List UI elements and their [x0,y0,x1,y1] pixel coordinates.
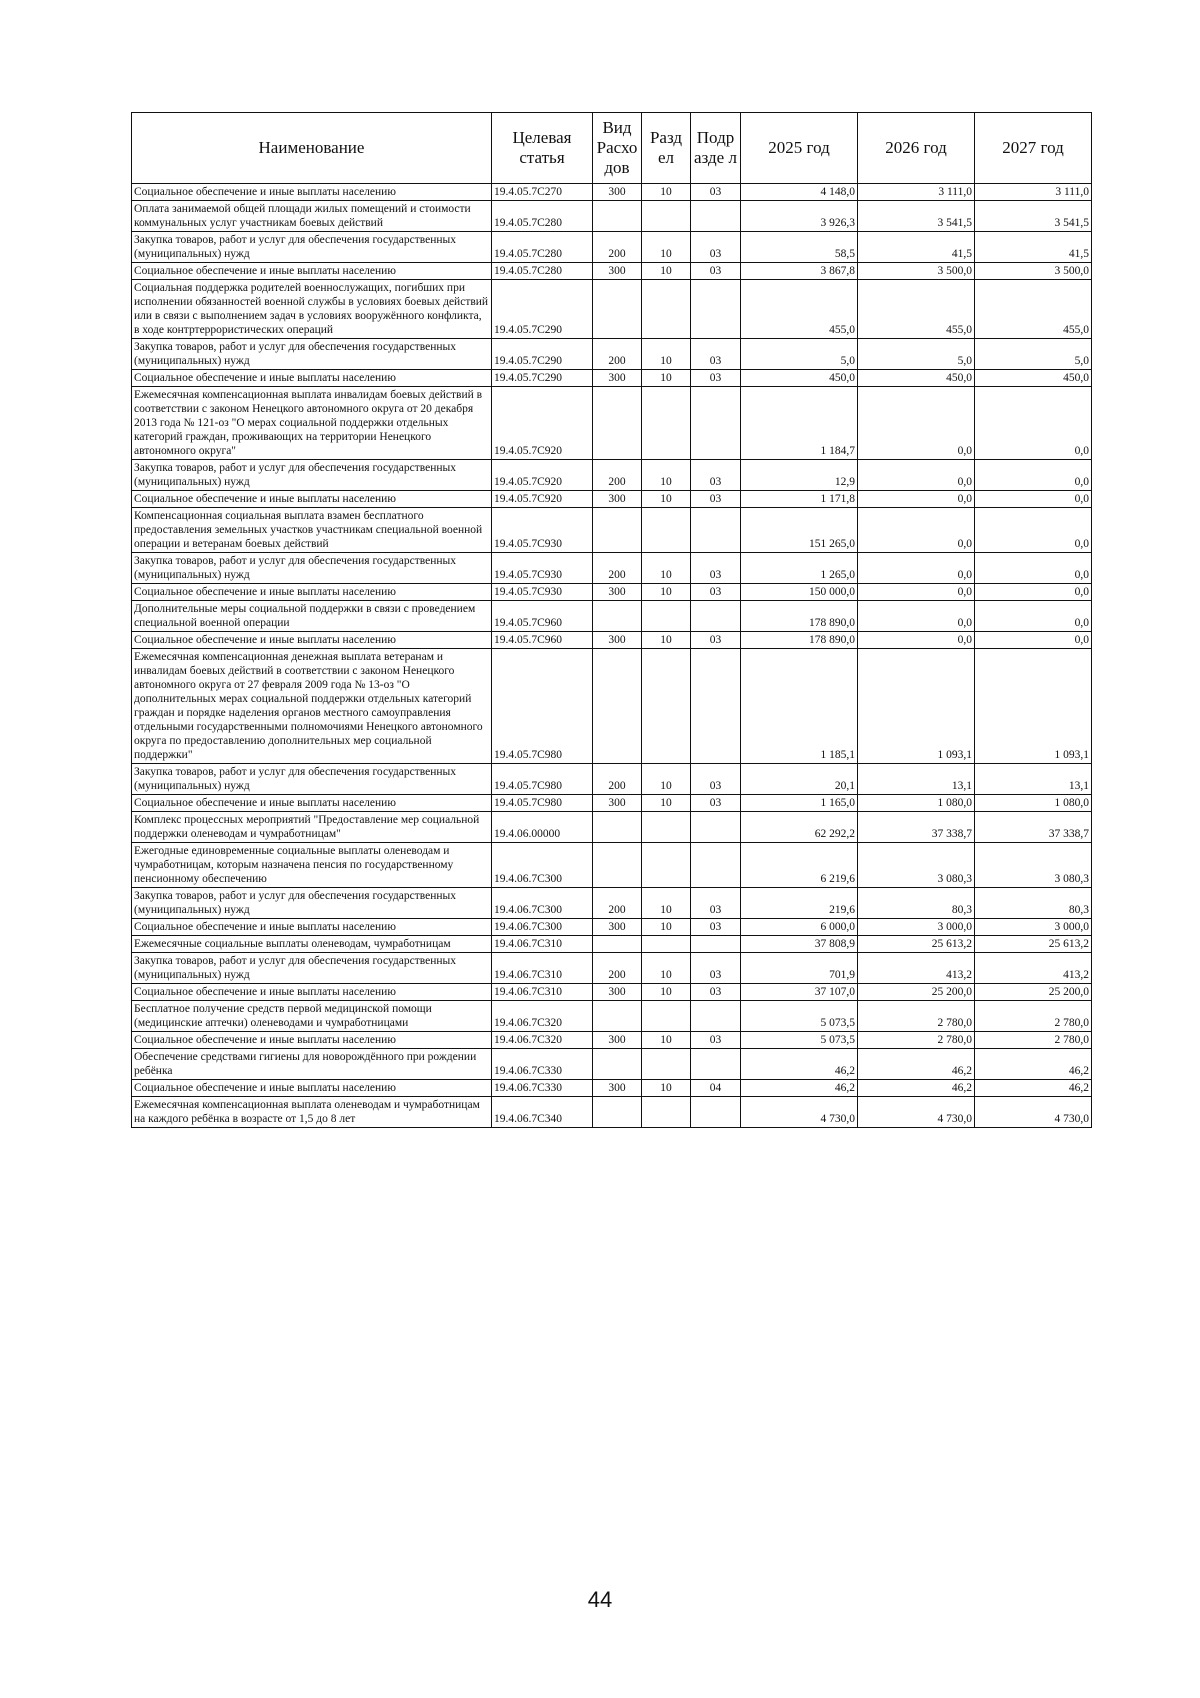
cell-subsection [691,843,741,888]
cell-amount-2027: 3 111,0 [975,184,1092,201]
cell-subsection: 03 [691,184,741,201]
cell-name: Закупка товаров, работ и услуг для обеспечения государственных (муниципальных) нужд [132,764,492,795]
table-row [132,339,1092,370]
cell-amount-2026: 0,0 [858,601,975,632]
cell-name: Закупка товаров, работ и услуг для обеспечения государственных (муниципальных) нужд [132,339,492,370]
cell-section: 10 [642,263,691,280]
cell-expense-type: 200 [593,232,642,263]
cell-amount-2026: 4 730,0 [858,1097,975,1128]
cell-section: 10 [642,370,691,387]
cell-amount-2027: 0,0 [975,508,1092,553]
table-row [132,795,1092,812]
cell-section: 10 [642,184,691,201]
cell-name: Комплекс процессных мероприятий "Предоставление мер социальной поддержки оленеводам и чумработницам" [132,812,492,843]
cell-subsection: 03 [691,491,741,508]
table-row [132,232,1092,263]
table-row [132,936,1092,953]
cell-amount-2025: 1 165,0 [741,795,858,812]
cell-amount-2026: 25 200,0 [858,984,975,1001]
cell-expense-type: 300 [593,491,642,508]
cell-subsection: 03 [691,584,741,601]
cell-section: 10 [642,1032,691,1049]
cell-target-article: 19.4.05.7С960 [492,601,593,632]
cell-subsection [691,936,741,953]
cell-subsection: 03 [691,919,741,936]
cell-name: Бесплатное получение средств первой медицинской помощи (медицинские аптечки) оленеводами и чумработницами [132,1001,492,1032]
cell-amount-2025: 37 808,9 [741,936,858,953]
header-target-article: Целевая статья [492,113,593,184]
cell-expense-type: 300 [593,984,642,1001]
cell-name: Оплата занимаемой общей площади жилых помещений и стоимости коммунальных услуг участникам боевых действий [132,201,492,232]
cell-section: 10 [642,984,691,1001]
cell-section: 10 [642,232,691,263]
cell-section [642,812,691,843]
cell-amount-2026: 3 111,0 [858,184,975,201]
cell-section [642,1097,691,1128]
table-row [132,201,1092,232]
cell-amount-2025: 37 107,0 [741,984,858,1001]
cell-name: Социальное обеспечение и иные выплаты населению [132,632,492,649]
cell-target-article: 19.4.05.7С930 [492,508,593,553]
cell-amount-2027: 46,2 [975,1080,1092,1097]
cell-target-article: 19.4.06.7С310 [492,936,593,953]
header-year-2025: 2025 год [741,113,858,184]
cell-amount-2025: 219,6 [741,888,858,919]
cell-subsection: 03 [691,888,741,919]
cell-name: Закупка товаров, работ и услуг для обеспечения государственных (муниципальных) нужд [132,953,492,984]
cell-amount-2025: 150 000,0 [741,584,858,601]
table-row [132,553,1092,584]
cell-name: Социальное обеспечение и иные выплаты населению [132,795,492,812]
cell-amount-2027: 1 080,0 [975,795,1092,812]
cell-section: 10 [642,491,691,508]
header-section: Разд ел [642,113,691,184]
cell-subsection: 03 [691,232,741,263]
cell-name: Закупка товаров, работ и услуг для обеспечения государственных (муниципальных) нужд [132,232,492,263]
cell-target-article: 19.4.05.7С290 [492,339,593,370]
cell-name: Ежегодные единовременные социальные выплаты оленеводам и чумработницам, которым назначена пенсия по государственному пенсионному обеспечению [132,843,492,888]
cell-section [642,649,691,764]
cell-section [642,843,691,888]
table-row [132,584,1092,601]
cell-name: Дополнительные меры социальной поддержки в связи с проведением специальной военной операции [132,601,492,632]
cell-subsection: 03 [691,953,741,984]
budget-table [131,112,1092,1128]
cell-amount-2026: 2 780,0 [858,1001,975,1032]
cell-name: Социальное обеспечение и иные выплаты населению [132,370,492,387]
cell-amount-2025: 4 730,0 [741,1097,858,1128]
table-row [132,1080,1092,1097]
cell-expense-type: 300 [593,1032,642,1049]
header-year-2026: 2026 год [858,113,975,184]
cell-target-article: 19.4.05.7С930 [492,584,593,601]
cell-amount-2026: 25 613,2 [858,936,975,953]
table-row [132,888,1092,919]
cell-amount-2026: 2 780,0 [858,1032,975,1049]
cell-section [642,601,691,632]
table-header-row [132,113,1092,184]
cell-subsection [691,1001,741,1032]
cell-amount-2026: 13,1 [858,764,975,795]
cell-amount-2025: 455,0 [741,280,858,339]
cell-expense-type: 300 [593,584,642,601]
cell-amount-2025: 5,0 [741,339,858,370]
cell-section: 10 [642,553,691,584]
cell-amount-2026: 37 338,7 [858,812,975,843]
cell-expense-type: 300 [593,919,642,936]
cell-target-article: 19.4.06.7С300 [492,888,593,919]
cell-subsection: 03 [691,764,741,795]
cell-name: Социальное обеспечение и иные выплаты населению [132,919,492,936]
cell-target-article: 19.4.06.7С340 [492,1097,593,1128]
cell-target-article: 19.4.05.7С920 [492,491,593,508]
cell-subsection: 03 [691,263,741,280]
cell-amount-2026: 3 541,5 [858,201,975,232]
cell-expense-type: 200 [593,888,642,919]
cell-target-article: 19.4.06.7С330 [492,1049,593,1080]
budget-table-container [131,112,1091,1128]
cell-amount-2025: 20,1 [741,764,858,795]
table-row [132,184,1092,201]
header-subsection: Подр азде л [691,113,741,184]
table-row [132,1049,1092,1080]
cell-amount-2027: 1 093,1 [975,649,1092,764]
table-row [132,508,1092,553]
table-row [132,919,1092,936]
cell-amount-2025: 1 171,8 [741,491,858,508]
cell-target-article: 19.4.05.7С920 [492,460,593,491]
cell-section: 10 [642,919,691,936]
cell-section [642,508,691,553]
cell-expense-type: 300 [593,263,642,280]
cell-expense-type [593,387,642,460]
cell-amount-2027: 46,2 [975,1049,1092,1080]
table-row [132,1032,1092,1049]
cell-section [642,280,691,339]
cell-amount-2025: 178 890,0 [741,632,858,649]
cell-amount-2025: 6 219,6 [741,843,858,888]
cell-amount-2027: 0,0 [975,584,1092,601]
cell-subsection [691,280,741,339]
cell-amount-2027: 413,2 [975,953,1092,984]
cell-subsection: 04 [691,1080,741,1097]
table-row [132,601,1092,632]
cell-name: Ежемесячная компенсационная выплата инвалидам боевых действий в соответствии с законом Ненецкого автономного округа от 20 декабря 2013 года № 121-оз "О мерах социальной поддержки отдельных категорий граждан, проживающих на территории Ненецкого автономного округа" [132,387,492,460]
cell-amount-2026: 0,0 [858,553,975,584]
cell-subsection: 03 [691,632,741,649]
cell-subsection: 03 [691,1032,741,1049]
cell-amount-2026: 0,0 [858,491,975,508]
cell-amount-2027: 37 338,7 [975,812,1092,843]
cell-amount-2026: 80,3 [858,888,975,919]
cell-amount-2027: 25 613,2 [975,936,1092,953]
cell-section [642,387,691,460]
cell-subsection [691,812,741,843]
cell-name: Социальная поддержка родителей военнослужащих, погибших при исполнении обязанностей военной службы в условиях боевых действий или в связи с выполнением задач в условиях вооружённого конфликта, в ходе контртеррористических операций [132,280,492,339]
cell-name: Закупка товаров, работ и услуг для обеспечения государственных (муниципальных) нужд [132,553,492,584]
cell-amount-2026: 0,0 [858,460,975,491]
cell-expense-type [593,1097,642,1128]
cell-subsection: 03 [691,795,741,812]
cell-section: 10 [642,1080,691,1097]
cell-amount-2025: 12,9 [741,460,858,491]
cell-expense-type [593,936,642,953]
cell-amount-2025: 5 073,5 [741,1032,858,1049]
cell-target-article: 19.4.06.7С310 [492,953,593,984]
cell-amount-2026: 1 093,1 [858,649,975,764]
cell-amount-2025: 5 073,5 [741,1001,858,1032]
cell-subsection [691,1049,741,1080]
cell-amount-2026: 0,0 [858,584,975,601]
cell-expense-type [593,843,642,888]
table-row [132,460,1092,491]
cell-expense-type: 300 [593,184,642,201]
cell-section: 10 [642,339,691,370]
cell-target-article: 19.4.06.7С320 [492,1001,593,1032]
cell-expense-type [593,280,642,339]
cell-subsection: 03 [691,460,741,491]
cell-amount-2026: 3 500,0 [858,263,975,280]
cell-amount-2027: 3 080,3 [975,843,1092,888]
table-row [132,764,1092,795]
cell-subsection [691,201,741,232]
table-row [132,387,1092,460]
table-row [132,953,1092,984]
cell-subsection: 03 [691,553,741,584]
cell-target-article: 19.4.05.7С960 [492,632,593,649]
cell-subsection [691,601,741,632]
cell-amount-2026: 46,2 [858,1080,975,1097]
cell-target-article: 19.4.06.7С320 [492,1032,593,1049]
cell-amount-2026: 5,0 [858,339,975,370]
cell-expense-type [593,812,642,843]
cell-expense-type: 200 [593,339,642,370]
header-expense-type: Вид Расхо дов [593,113,642,184]
cell-expense-type: 200 [593,764,642,795]
cell-target-article: 19.4.05.7С980 [492,649,593,764]
cell-amount-2025: 1 265,0 [741,553,858,584]
cell-amount-2026: 1 080,0 [858,795,975,812]
cell-section: 10 [642,460,691,491]
cell-amount-2026: 3 000,0 [858,919,975,936]
cell-expense-type [593,508,642,553]
cell-amount-2025: 3 926,3 [741,201,858,232]
cell-expense-type [593,649,642,764]
cell-expense-type [593,601,642,632]
cell-amount-2026: 0,0 [858,632,975,649]
table-body [132,184,1092,1128]
cell-target-article: 19.4.06.7С310 [492,984,593,1001]
cell-section: 10 [642,953,691,984]
cell-amount-2027: 2 780,0 [975,1032,1092,1049]
cell-amount-2025: 46,2 [741,1049,858,1080]
cell-section [642,201,691,232]
cell-amount-2027: 3 541,5 [975,201,1092,232]
cell-amount-2027: 2 780,0 [975,1001,1092,1032]
cell-amount-2027: 0,0 [975,601,1092,632]
cell-subsection [691,649,741,764]
cell-subsection: 03 [691,339,741,370]
cell-target-article: 19.4.06.7С300 [492,843,593,888]
cell-target-article: 19.4.05.7С930 [492,553,593,584]
cell-name: Социальное обеспечение и иные выплаты населению [132,184,492,201]
cell-expense-type: 200 [593,553,642,584]
cell-name: Ежемесячные социальные выплаты оленеводам, чумработницам [132,936,492,953]
cell-target-article: 19.4.06.00000 [492,812,593,843]
cell-amount-2026: 450,0 [858,370,975,387]
cell-amount-2026: 413,2 [858,953,975,984]
cell-name: Компенсационная социальная выплата взамен бесплатного предоставления земельных участков участникам специальной военной операции и ветеранам боевых действий [132,508,492,553]
cell-amount-2027: 3 500,0 [975,263,1092,280]
cell-amount-2026: 0,0 [858,387,975,460]
cell-section [642,1001,691,1032]
cell-expense-type [593,201,642,232]
cell-amount-2025: 62 292,2 [741,812,858,843]
cell-expense-type: 200 [593,953,642,984]
cell-amount-2026: 455,0 [858,280,975,339]
cell-section: 10 [642,584,691,601]
header-year-2027: 2027 год [975,113,1092,184]
cell-name: Обеспечение средствами гигиены для новорождённого при рождении ребёнка [132,1049,492,1080]
table-row [132,370,1092,387]
cell-name: Социальное обеспечение и иные выплаты населению [132,1032,492,1049]
cell-amount-2025: 6 000,0 [741,919,858,936]
cell-target-article: 19.4.05.7С280 [492,232,593,263]
cell-section: 10 [642,795,691,812]
cell-amount-2025: 178 890,0 [741,601,858,632]
cell-amount-2027: 41,5 [975,232,1092,263]
cell-amount-2027: 13,1 [975,764,1092,795]
cell-target-article: 19.4.05.7С980 [492,795,593,812]
cell-target-article: 19.4.05.7С980 [492,764,593,795]
cell-amount-2027: 455,0 [975,280,1092,339]
cell-subsection: 03 [691,984,741,1001]
cell-amount-2027: 3 000,0 [975,919,1092,936]
cell-expense-type: 300 [593,795,642,812]
table-row [132,1097,1092,1128]
cell-name: Социальное обеспечение и иные выплаты населению [132,984,492,1001]
cell-name: Социальное обеспечение и иные выплаты населению [132,1080,492,1097]
cell-amount-2025: 46,2 [741,1080,858,1097]
cell-amount-2027: 5,0 [975,339,1092,370]
cell-name: Ежемесячная компенсационная выплата оленеводам и чумработницам на каждого ребёнка в возрасте от 1,5 до 8 лет [132,1097,492,1128]
cell-amount-2025: 58,5 [741,232,858,263]
cell-target-article: 19.4.06.7С330 [492,1080,593,1097]
cell-target-article: 19.4.05.7С290 [492,370,593,387]
table-row [132,843,1092,888]
cell-amount-2025: 3 867,8 [741,263,858,280]
cell-expense-type: 300 [593,632,642,649]
cell-amount-2027: 0,0 [975,553,1092,584]
cell-amount-2025: 701,9 [741,953,858,984]
cell-amount-2027: 0,0 [975,491,1092,508]
cell-name: Закупка товаров, работ и услуг для обеспечения государственных (муниципальных) нужд [132,460,492,491]
page-number: 44 [587,1587,613,1612]
table-row [132,812,1092,843]
cell-name: Ежемесячная компенсационная денежная выплата ветеранам и инвалидам боевых действий в соответствии с законом Ненецкого автономного округа от 27 февраля 2009 года № 13-оз "О дополнительных мерах социальной поддержки отдельных категорий граждан и порядке наделения органов местного самоуправления отдельными государственными полномочиями Ненецкого автономного округа по предоставлению дополнительных мер социальной поддержки" [132,649,492,764]
cell-target-article: 19.4.05.7С280 [492,263,593,280]
cell-amount-2027: 0,0 [975,460,1092,491]
cell-amount-2026: 41,5 [858,232,975,263]
cell-target-article: 19.4.05.7С270 [492,184,593,201]
cell-expense-type: 300 [593,370,642,387]
cell-amount-2027: 80,3 [975,888,1092,919]
cell-amount-2025: 450,0 [741,370,858,387]
cell-expense-type: 300 [593,1080,642,1097]
table-row [132,1001,1092,1032]
cell-target-article: 19.4.05.7С920 [492,387,593,460]
cell-section [642,936,691,953]
cell-amount-2025: 1 184,7 [741,387,858,460]
cell-subsection [691,1097,741,1128]
cell-expense-type [593,1049,642,1080]
cell-section: 10 [642,632,691,649]
table-row [132,491,1092,508]
cell-amount-2027: 450,0 [975,370,1092,387]
cell-expense-type: 200 [593,460,642,491]
cell-name: Социальное обеспечение и иные выплаты населению [132,263,492,280]
header-name: Наименование [132,113,492,184]
table-row [132,280,1092,339]
cell-amount-2027: 0,0 [975,632,1092,649]
cell-amount-2026: 46,2 [858,1049,975,1080]
cell-target-article: 19.4.05.7С280 [492,201,593,232]
cell-name: Закупка товаров, работ и услуг для обеспечения государственных (муниципальных) нужд [132,888,492,919]
cell-amount-2027: 4 730,0 [975,1097,1092,1128]
cell-name: Социальное обеспечение и иные выплаты населению [132,491,492,508]
cell-subsection [691,387,741,460]
cell-amount-2025: 1 185,1 [741,649,858,764]
cell-subsection [691,508,741,553]
cell-section [642,1049,691,1080]
cell-amount-2025: 151 265,0 [741,508,858,553]
cell-name: Социальное обеспечение и иные выплаты населению [132,584,492,601]
table-row [132,632,1092,649]
cell-target-article: 19.4.05.7С290 [492,280,593,339]
cell-subsection: 03 [691,370,741,387]
table-row [132,984,1092,1001]
cell-amount-2026: 3 080,3 [858,843,975,888]
cell-amount-2027: 0,0 [975,387,1092,460]
table-row [132,263,1092,280]
cell-expense-type [593,1001,642,1032]
cell-section: 10 [642,764,691,795]
cell-amount-2026: 0,0 [858,508,975,553]
table-row [132,649,1092,764]
cell-target-article: 19.4.06.7С300 [492,919,593,936]
cell-section: 10 [642,888,691,919]
cell-amount-2027: 25 200,0 [975,984,1092,1001]
cell-amount-2025: 4 148,0 [741,184,858,201]
